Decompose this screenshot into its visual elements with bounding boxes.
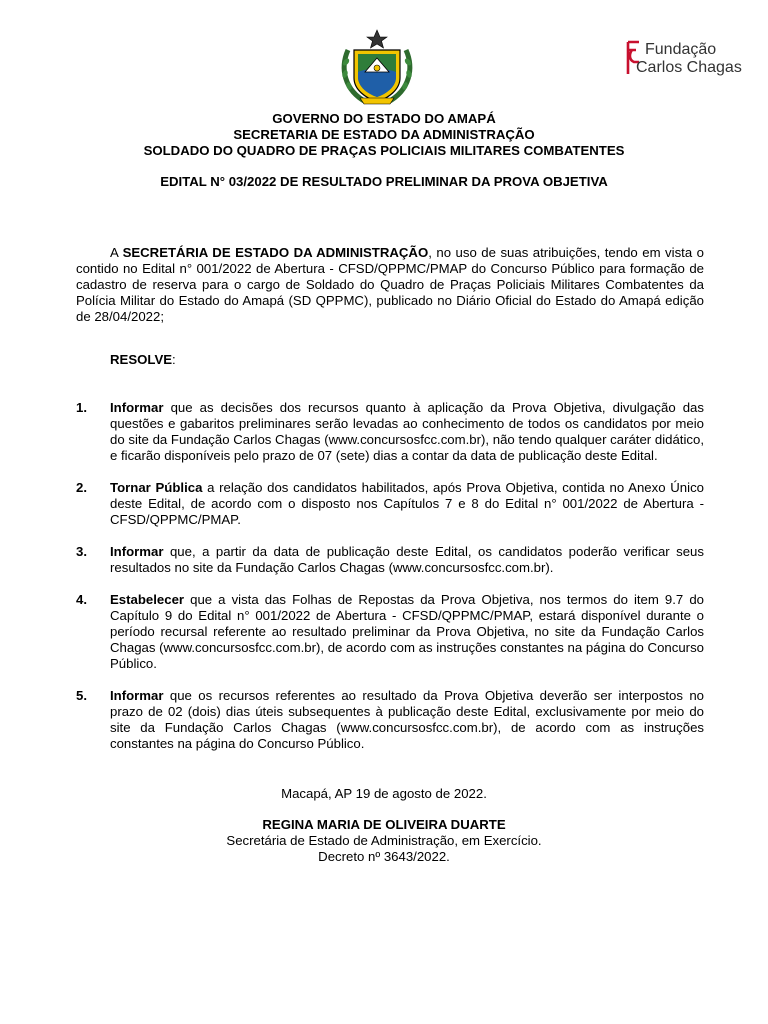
list-item bbox=[76, 688, 704, 752]
amapa-coat-of-arms-icon bbox=[334, 28, 420, 108]
place-date: Macapá, AP 19 de agosto de 2022. bbox=[281, 786, 487, 801]
resolution-list bbox=[76, 400, 704, 768]
item-number: 1. bbox=[76, 400, 87, 415]
item-text: que a vista das Folhas de Repostas da Prova Objetiva, nos termos do item 9.7 do Capítulo 9 do Edital n° 001/2022 de Abertura - CFSD/QPPMC/PMAP, estará disponível durante o período recursal referente ao resultado preliminar da Prova Objetiva, no site da Fundação Carlos Chagas (www.concursosfcc.com.br), de acordo com as instruções constantes na página do Concurso Público. bbox=[110, 592, 704, 671]
header-secretariat: SECRETARIA DE ESTADO DA ADMINISTRAÇÃO bbox=[233, 127, 535, 142]
resolve-label: RESOLVE bbox=[110, 352, 173, 367]
resolve-heading bbox=[110, 352, 176, 368]
item-text: que as decisões dos recursos quanto à aplicação da Prova Objetiva, divulgação das questões e gabaritos preliminares serão levadas ao conhecimento de todos os candidatos por meio do site da Fundação Carlos Chagas (www.concursosfcc.com.br), não tendo qualquer caráter didático, e ficarão disponíveis pelo prazo de 07 (sete) dias a contar da data de publicação deste Edital. bbox=[110, 400, 704, 463]
item-number: 4. bbox=[76, 592, 87, 607]
list-item bbox=[76, 480, 704, 528]
item-verb: Informar bbox=[110, 400, 164, 415]
item-verb: Informar bbox=[110, 688, 164, 703]
intro-bold: SECRETÁRIA DE ESTADO DA ADMINISTRAÇÃO bbox=[122, 245, 429, 260]
signer-name: REGINA MARIA DE OLIVEIRA DUARTE bbox=[262, 817, 506, 832]
item-number: 5. bbox=[76, 688, 87, 703]
list-item bbox=[76, 544, 704, 576]
signer-decree: Decreto nº 3643/2022. bbox=[318, 849, 450, 864]
list-item bbox=[76, 400, 704, 464]
item-text: que, a partir da data de publicação deste Edital, os candidatos poderão verificar seus resultados no site da Fundação Carlos Chagas (www.concursosfcc.com.br). bbox=[110, 544, 704, 575]
fcc-logo bbox=[626, 40, 748, 80]
list-item bbox=[76, 592, 704, 672]
intro-rest: , no uso de suas atribuições, tendo em vista o contido no Edital n° 001/2022 de Abertura - CFSD/QPPMC/PMAP do Concurso Público para formação de cadastro de reserva para o cargo de Soldado do Quadro de Praças Policiais Militares Combatentes da Polícia Militar do Estado do Amapá (SD QPPMC), publicado no Diário Oficial do Estado do Amapá edição de 28/04/2022; bbox=[76, 245, 704, 324]
item-verb: Tornar Pública bbox=[110, 480, 203, 495]
item-verb: Estabelecer bbox=[110, 592, 185, 607]
intro-lead: A bbox=[110, 245, 123, 260]
edital-title: EDITAL N° 03/2022 DE RESULTADO PRELIMINAR DA PROVA OBJETIVA bbox=[160, 174, 608, 189]
signer-role: Secretária de Estado de Administração, em Exercício. bbox=[226, 833, 542, 848]
item-text: a relação dos candidatos habilitados, após Prova Objetiva, contida no Anexo Único deste Edital, de acordo com o disposto nos Capítulos 7 e 8 do Edital n° 001/2022 de Abertura - CFSD/QPPMC/PMAP. bbox=[110, 480, 704, 527]
signature-block bbox=[40, 817, 728, 865]
fcc-logo-text-line2: Carlos Chagas bbox=[636, 59, 742, 76]
item-number: 3. bbox=[76, 544, 87, 559]
document-header bbox=[40, 111, 728, 159]
resolve-suffix: : bbox=[172, 352, 176, 367]
fcc-logo-text-line1: Fundação bbox=[645, 41, 717, 58]
item-number: 2. bbox=[76, 480, 87, 495]
item-text: que os recursos referentes ao resultado da Prova Objetiva deverão ser interpostos no prazo de 02 (dois) dias úteis subsequentes à publicação deste Edital, exclusivamente por meio do site da Fundação Carlos Chagas (www.concursosfcc.com.br), de acordo com as instruções constantes na página do Concurso Público. bbox=[110, 688, 704, 751]
item-verb: Informar bbox=[110, 544, 164, 559]
header-position: SOLDADO DO QUADRO DE PRAÇAS POLICIAIS MILITARES COMBATENTES bbox=[143, 143, 625, 158]
intro-paragraph bbox=[76, 245, 704, 325]
header-government: GOVERNO DO ESTADO DO AMAPÁ bbox=[272, 111, 496, 126]
